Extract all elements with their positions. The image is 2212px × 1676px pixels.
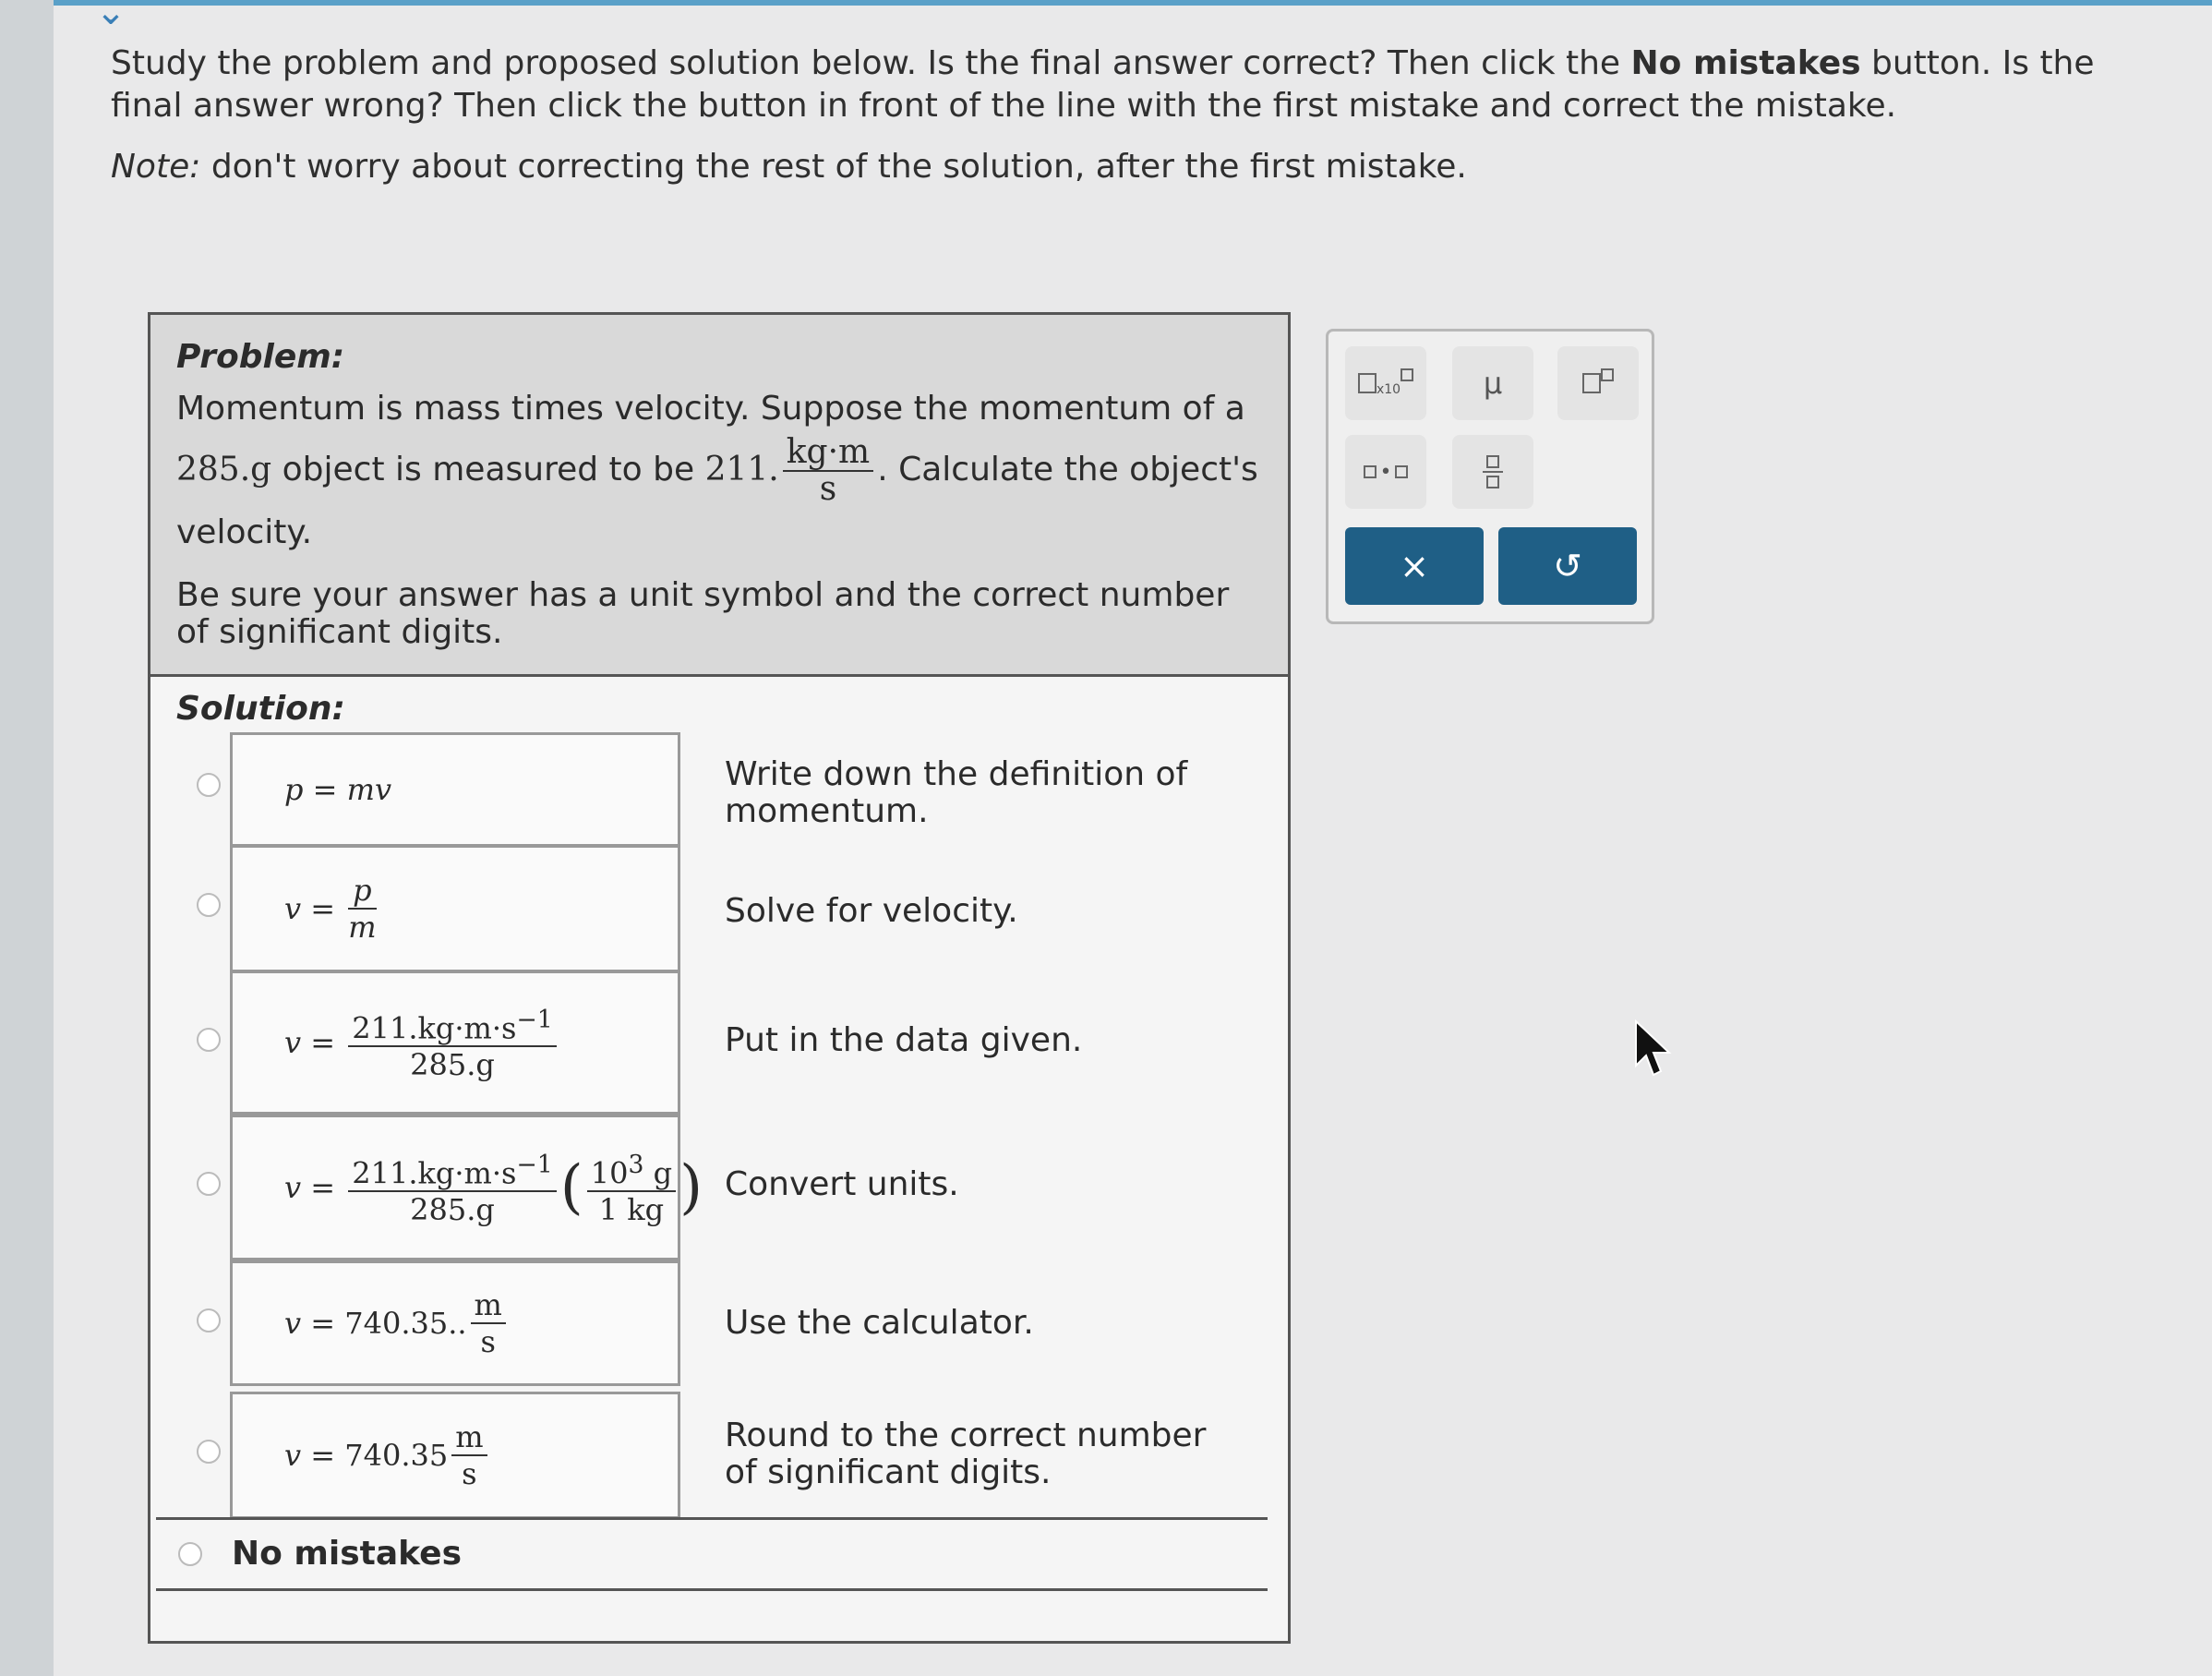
step-2-radio[interactable] bbox=[197, 893, 221, 917]
eq-value: = 740.35 bbox=[310, 1438, 449, 1473]
paren-open: ( bbox=[559, 1153, 583, 1222]
box-icon bbox=[1401, 368, 1413, 381]
problem-text-4: Be sure your answer has a unit symbol and the correct number of significant digits. bbox=[176, 576, 1230, 651]
step-5-equation bbox=[230, 1260, 680, 1386]
conv-num-unit: g bbox=[653, 1155, 673, 1191]
step-4-radio[interactable] bbox=[197, 1172, 221, 1196]
conv-num: 10 bbox=[590, 1155, 629, 1191]
undo-button[interactable] bbox=[1498, 527, 1637, 605]
mouse-cursor-icon bbox=[1632, 1019, 1673, 1079]
instruction-part: Study the problem and proposed solution below. Is the final answer correct? Then click the bbox=[111, 44, 1621, 82]
mu-button[interactable] bbox=[1452, 346, 1533, 420]
box-icon bbox=[1364, 465, 1376, 478]
unit-num: m bbox=[471, 1287, 506, 1324]
eq-fraction bbox=[348, 873, 376, 945]
step-5-description: Use the calculator. bbox=[725, 1304, 1034, 1342]
paren-close: ) bbox=[679, 1153, 703, 1222]
note-body: don't worry about correcting the rest of the solution, after the first mistake. bbox=[210, 148, 1467, 186]
superscript-button[interactable] bbox=[1557, 346, 1639, 420]
box-icon bbox=[1486, 455, 1499, 468]
eq-exp: −1 bbox=[516, 1005, 553, 1034]
step-1-description: Write down the definition of momentum. bbox=[725, 755, 1188, 830]
step-4-description: Convert units. bbox=[725, 1165, 959, 1203]
eq-lhs: v bbox=[284, 891, 302, 926]
conv-den: 1 kg bbox=[587, 1190, 676, 1227]
problem-panel bbox=[148, 312, 1291, 1644]
momentum-unit-den: s bbox=[819, 470, 837, 508]
math-palette bbox=[1326, 329, 1654, 624]
eq-rhs: = mv bbox=[312, 772, 392, 807]
left-margin bbox=[0, 0, 54, 1676]
problem-text-2: object is measured to be bbox=[282, 451, 695, 488]
momentum-value: 211. bbox=[704, 451, 779, 488]
conv-exp: 3 bbox=[628, 1150, 644, 1179]
note-label: Note: bbox=[111, 148, 201, 186]
undo-icon: ↺ bbox=[1553, 546, 1582, 586]
unit-den: s bbox=[462, 1456, 477, 1491]
eq-den: m bbox=[348, 910, 377, 945]
no-mistakes-radio[interactable] bbox=[178, 1542, 202, 1566]
close-icon: × bbox=[1400, 546, 1429, 586]
eq-lhs: v bbox=[284, 1438, 302, 1473]
eq-value: = 740.35.. bbox=[310, 1306, 467, 1341]
box-icon bbox=[1395, 465, 1408, 478]
eq-lhs: p bbox=[284, 772, 304, 807]
problem-label: Problem: bbox=[176, 338, 345, 376]
step-2-equation: v = $\frac{p}{m}$ bbox=[230, 845, 680, 972]
eq-fraction bbox=[348, 1148, 557, 1228]
no-mistakes-label: No mistakes bbox=[232, 1535, 462, 1573]
eq-num: 211.kg·m·s bbox=[352, 1155, 517, 1191]
instruction-part: button. Is the final answer wrong? Then click the button in front of the line with the first mistake and correct the mistake. bbox=[111, 44, 2095, 125]
eq-fraction bbox=[348, 1003, 557, 1083]
unit-den: s bbox=[480, 1324, 496, 1359]
eq-lhs: v bbox=[284, 1025, 302, 1060]
eq-exp: −1 bbox=[516, 1150, 553, 1179]
mass-value: 285.g bbox=[176, 451, 272, 488]
box-icon bbox=[1582, 373, 1601, 393]
conv-fraction bbox=[587, 1148, 676, 1228]
dot-symbol: • bbox=[1379, 460, 1392, 484]
momentum-unit-num: kg·m bbox=[783, 435, 873, 472]
scientific-notation-button[interactable] bbox=[1345, 346, 1426, 420]
clear-button[interactable] bbox=[1345, 527, 1484, 605]
mu-symbol: μ bbox=[1483, 366, 1503, 401]
eq-num: p bbox=[348, 873, 376, 910]
box-icon bbox=[1358, 373, 1376, 393]
instruction-text bbox=[111, 42, 2160, 127]
note-text bbox=[111, 146, 2160, 188]
fraction-bar bbox=[1483, 471, 1503, 473]
momentum-unit bbox=[783, 435, 873, 507]
eq-lhs: v bbox=[284, 1170, 302, 1205]
step-2-description: Solve for velocity. bbox=[725, 892, 1018, 930]
step-3-equation: v = $\frac{211.kg\cdot m\cdot s^{-1}}{285.g}$ bbox=[230, 971, 680, 1115]
x10-label: x10 bbox=[1376, 382, 1401, 397]
box-icon bbox=[1486, 476, 1499, 488]
instruction-bold: No mistakes bbox=[1630, 44, 1861, 82]
eq-den: 285.g bbox=[410, 1047, 495, 1083]
box-icon bbox=[1601, 368, 1614, 381]
step-3-radio[interactable] bbox=[197, 1028, 221, 1052]
step-6-description: Round to the correct number of significant digits. bbox=[725, 1417, 1207, 1491]
top-accent-bar bbox=[54, 0, 2212, 6]
step-4-equation: v = $\frac{211.kg\cdot m\cdot s^{-1}}{285.g}$ ( $\frac{10^3 g}{1 kg}$ ) bbox=[230, 1115, 680, 1260]
fraction-button[interactable] bbox=[1452, 435, 1533, 509]
step-6-radio[interactable] bbox=[197, 1440, 221, 1464]
problem-text-1: Momentum is mass times velocity. Suppose the momentum of a bbox=[176, 390, 1245, 428]
chevron-down-icon[interactable]: ⌄ bbox=[95, 0, 126, 33]
eq-den: 285.g bbox=[410, 1192, 495, 1228]
solution-label: Solution: bbox=[176, 690, 345, 728]
problem-section bbox=[150, 315, 1288, 677]
step-1-radio[interactable] bbox=[197, 773, 221, 797]
no-mistakes-option[interactable] bbox=[156, 1517, 1268, 1591]
multiply-dot-button[interactable] bbox=[1345, 435, 1426, 509]
step-1-equation bbox=[230, 732, 680, 847]
problem-text-3: . Calculate the object's velocity. bbox=[176, 451, 1258, 551]
eq-unit bbox=[471, 1287, 506, 1359]
eq-num: 211.kg·m·s bbox=[352, 1010, 517, 1046]
problem-text bbox=[176, 383, 1262, 559]
unit-num: m bbox=[451, 1419, 487, 1456]
instructions bbox=[111, 42, 2160, 207]
step-5-radio[interactable] bbox=[197, 1308, 221, 1332]
step-6-equation bbox=[230, 1392, 680, 1519]
step-3-description: Put in the data given. bbox=[725, 1021, 1083, 1059]
eq-unit bbox=[451, 1419, 487, 1491]
eq-lhs: v bbox=[284, 1306, 302, 1341]
